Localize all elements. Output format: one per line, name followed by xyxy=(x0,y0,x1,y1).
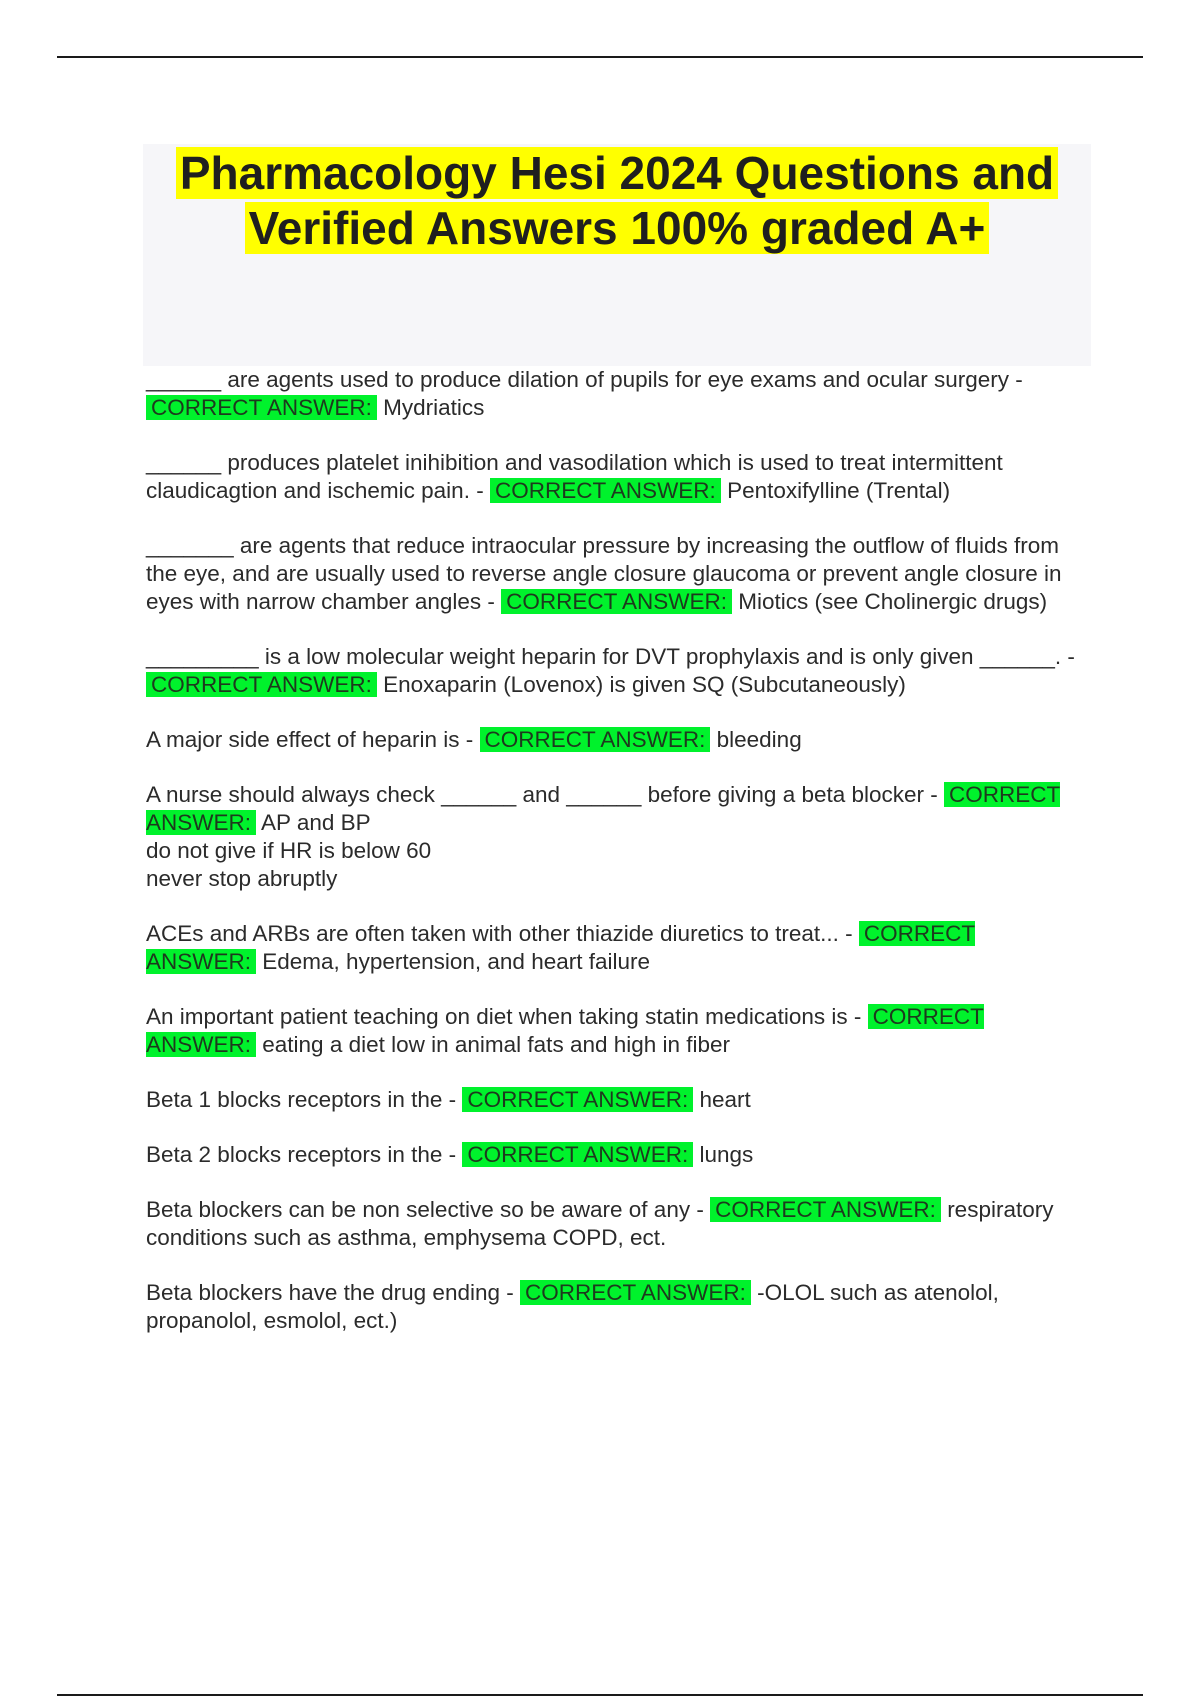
correct-answer-tag: CORRECT ANSWER: xyxy=(490,478,721,503)
answer-text: Pentoxifylline (Trental) xyxy=(720,478,951,503)
answer-note: do not give if HR is below 60 xyxy=(146,838,432,863)
title-line-1: Pharmacology Hesi 2024 Questions and xyxy=(176,147,1058,199)
question-text: A nurse should always check ______ and ______ before giving a beta blocker - xyxy=(146,782,945,807)
correct-answer-tag: CORRECT ANSWER: xyxy=(146,1004,984,1057)
correct-answer-tag: CORRECT ANSWER: xyxy=(146,782,1061,835)
question-text: An important patient teaching on diet when taking statin medications is - xyxy=(146,1004,868,1029)
answer-text: Enoxaparin (Lovenox) is given SQ (Subcutaneously) xyxy=(376,672,906,697)
answer-text: AP and BP xyxy=(256,810,371,835)
answer-text: respiratory conditions such as asthma, emphysema COPD, ect. xyxy=(146,1197,1054,1250)
qa-item xyxy=(146,920,1086,976)
question-text: Beta 1 blocks receptors in the - xyxy=(146,1087,463,1112)
qa-item xyxy=(146,532,1086,616)
question-text: ACEs and ARBs are often taken with other thiazide diuretics to treat... - xyxy=(146,921,859,946)
document-title xyxy=(143,146,1091,256)
correct-answer-tag: CORRECT ANSWER: xyxy=(520,1280,751,1305)
correct-answer-tag: CORRECT ANSWER: xyxy=(501,589,732,614)
answer-text: Miotics (see Cholinergic drugs) xyxy=(732,589,1048,614)
qa-item xyxy=(146,1086,1086,1114)
question-text: ______ produces platelet inihibition and vasodilation which is used to treat intermittent claudicagtion and ischemic pain. - xyxy=(146,450,1003,503)
question-text: ______ are agents used to produce dilation of pupils for eye exams and ocular surgery - xyxy=(146,367,1023,392)
answer-text: lungs xyxy=(693,1142,754,1167)
question-text: Beta blockers can be non selective so be aware of any - xyxy=(146,1197,711,1222)
question-text: _______ are agents that reduce intraocular pressure by increasing the outflow of fluids from the eye, and are usually used to reverse angle closure glaucoma or prevent angle closure in eyes with narrow chamber angles - xyxy=(146,533,1062,614)
correct-answer-tag: CORRECT ANSWER: xyxy=(146,672,377,697)
correct-answer-tag: CORRECT ANSWER: xyxy=(710,1197,941,1222)
qa-list xyxy=(146,366,1086,1362)
qa-item xyxy=(146,1003,1086,1059)
qa-item xyxy=(146,781,1086,893)
answer-text: eating a diet low in animal fats and high in fiber xyxy=(256,1032,731,1057)
bottom-divider xyxy=(57,1694,1143,1696)
qa-item xyxy=(146,1196,1086,1252)
qa-item xyxy=(146,1141,1086,1169)
qa-item xyxy=(146,1279,1086,1335)
question-text: A major side effect of heparin is - xyxy=(146,727,480,752)
title-line-2: Verified Answers 100% graded A+ xyxy=(245,202,990,254)
answer-text: bleeding xyxy=(710,727,802,752)
correct-answer-tag: CORRECT ANSWER: xyxy=(480,727,711,752)
question-text: Beta 2 blocks receptors in the - xyxy=(146,1142,463,1167)
answer-text: -OLOL such as atenolol, propanolol, esmolol, ect.) xyxy=(146,1280,999,1333)
title-block xyxy=(143,144,1091,366)
question-text: Beta blockers have the drug ending - xyxy=(146,1280,520,1305)
correct-answer-tag: CORRECT ANSWER: xyxy=(462,1087,693,1112)
answer-note: never stop abruptly xyxy=(146,866,338,891)
qa-item xyxy=(146,366,1086,422)
correct-answer-tag: CORRECT ANSWER: xyxy=(146,395,377,420)
answer-text: Mydriatics xyxy=(376,395,485,420)
qa-item xyxy=(146,449,1086,505)
question-text: _________ is a low molecular weight heparin for DVT prophylaxis and is only given ______. - xyxy=(146,644,1075,669)
answer-text: Edema, hypertension, and heart failure xyxy=(256,949,651,974)
answer-text: heart xyxy=(693,1087,751,1112)
correct-answer-tag: CORRECT ANSWER: xyxy=(462,1142,693,1167)
qa-item xyxy=(146,643,1086,699)
top-divider xyxy=(57,56,1143,58)
qa-item xyxy=(146,726,1086,754)
correct-answer-tag: CORRECT ANSWER: xyxy=(146,921,976,974)
